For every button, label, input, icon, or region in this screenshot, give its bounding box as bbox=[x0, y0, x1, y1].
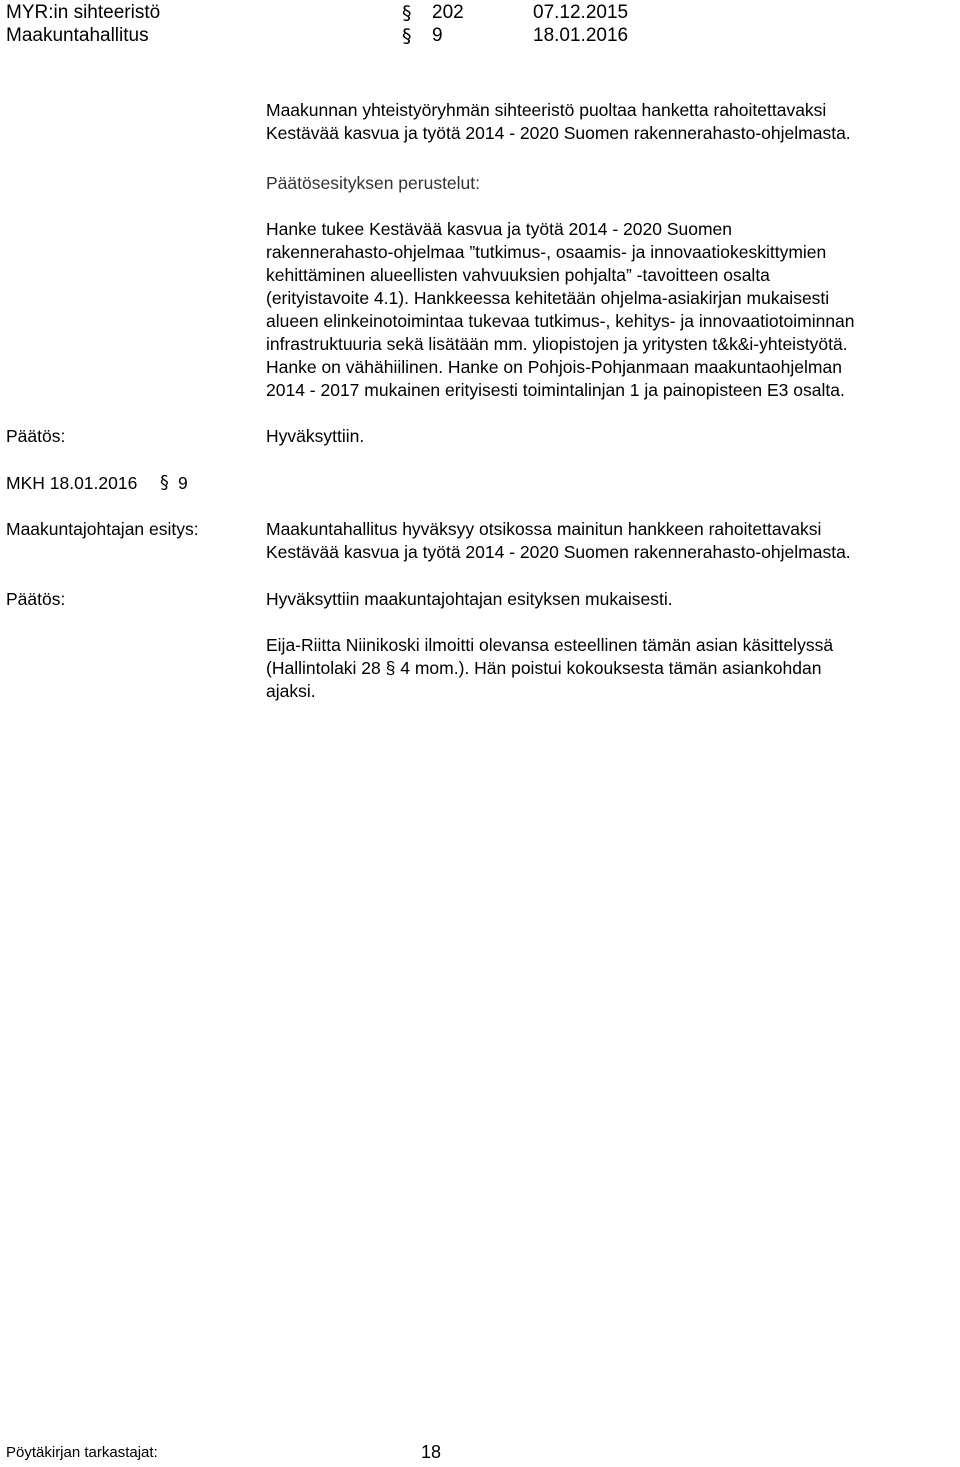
section-sign: § bbox=[402, 2, 412, 24]
rationale-line: (erityistavoite 4.1). Hankkeessa kehitetään ohjelma-asiakirjan mukaisesti bbox=[266, 288, 830, 308]
proposal-line: Maakuntahallitus hyväksyy otsikossa mainitun hankkeen rahoitettavaksi bbox=[266, 519, 822, 539]
rationale-line: alueen elinkeinotoimintaa tukevaa tutkimus-, kehitys- ja innovaatiotoiminnan bbox=[266, 311, 855, 331]
page-number: 18 bbox=[421, 1442, 442, 1462]
header-date: 18.01.2016 bbox=[533, 25, 629, 46]
header-section-number: 9 bbox=[432, 25, 443, 46]
proposal-text bbox=[266, 518, 956, 564]
disqualification-line: Eija-Riitta Niinikoski ilmoitti olevansa esteellinen tämän asian käsittelyssä bbox=[266, 635, 834, 655]
decision-label: Päätös: bbox=[6, 589, 66, 609]
rationale-line: Hanke on vähähiilinen. Hanke on Pohjois-Pohjanmaan maakuntaohjelman bbox=[266, 357, 842, 377]
rationale-heading: Päätösesityksen perustelut: bbox=[266, 173, 481, 193]
statement-line: Maakunnan yhteistyöryhmän sihteeristö puoltaa hanketta rahoitettavaksi bbox=[266, 100, 827, 120]
decision-text: Hyväksyttiin maakuntajohtajan esityksen mukaisesti. bbox=[266, 589, 673, 609]
decision-label: Päätös: bbox=[6, 426, 66, 446]
proposal-label: Maakuntajohtajan esitys: bbox=[6, 519, 199, 539]
rationale-line: Hanke tukee Kestävää kasvua ja työtä 2014 - 2020 Suomen bbox=[266, 219, 732, 239]
decision-text: Hyväksyttiin. bbox=[266, 426, 365, 446]
section-sign: § bbox=[402, 25, 412, 47]
rationale-line: kehittäminen alueellisten vahvuuksien pohjalta” -tavoitteen osalta bbox=[266, 265, 770, 285]
proposal-line: Kestävää kasvua ja työtä 2014 - 2020 Suomen rakennerahasto-ohjelmasta. bbox=[266, 542, 851, 562]
rationale-line: rakennerahasto-ohjelmaa ”tutkimus-, osaamis- ja innovaatiokeskittymien bbox=[266, 242, 827, 262]
header-body-myr: MYR:in sihteeristö bbox=[6, 2, 161, 23]
rationale-line: infrastruktuuria sekä lisätään mm. yliopistojen ja yritysten t&k&i-yhteistyötä. bbox=[266, 334, 848, 354]
myr-statement bbox=[266, 99, 956, 145]
disqualification-line: ajaksi. bbox=[266, 681, 316, 701]
meeting-ref: MKH 18.01.2016 bbox=[6, 473, 138, 493]
rationale-text bbox=[266, 218, 956, 402]
section-number: 9 bbox=[178, 473, 188, 493]
footer-label: Pöytäkirjan tarkastajat: bbox=[6, 1444, 158, 1461]
header-section-number: 202 bbox=[432, 2, 464, 23]
statement-line: Kestävää kasvua ja työtä 2014 - 2020 Suomen rakennerahasto-ohjelmasta. bbox=[266, 123, 851, 143]
rationale-line: 2014 - 2017 mukainen erityisesti toimintalinjan 1 ja painopisteen E3 osalta. bbox=[266, 380, 845, 400]
section-sign: § bbox=[160, 473, 169, 493]
disqualification-line: (Hallintolaki 28 § 4 mom.). Hän poistui kokouksesta tämän asiankohdan bbox=[266, 658, 822, 678]
header-date: 07.12.2015 bbox=[533, 2, 629, 23]
disqualification-note bbox=[266, 634, 956, 703]
header-body-mkh: Maakuntahallitus bbox=[6, 25, 149, 46]
